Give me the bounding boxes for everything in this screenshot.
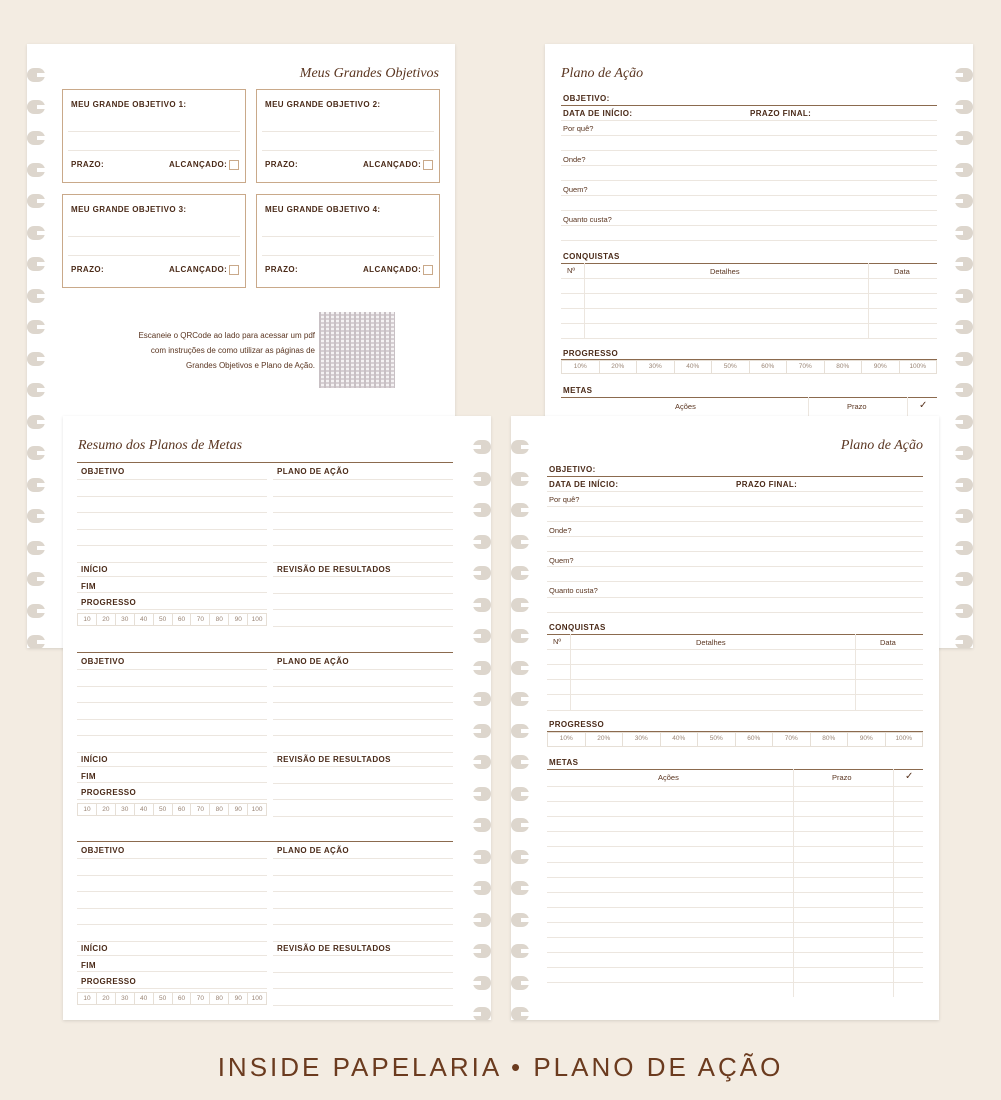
- pct-cell[interactable]: 70%: [772, 733, 810, 746]
- ring-hole: [473, 472, 491, 486]
- qr-instructions: Escaneie o QRCode ao lado para acessar um pdf com instruções de como utilizar as páginas de Grandes Objetivos e Plano de Ação.: [138, 331, 315, 370]
- fim-label: FIM: [81, 772, 96, 781]
- alcancado-label: ALCANÇADO:: [363, 160, 422, 169]
- pct-cell[interactable]: 100%: [899, 361, 937, 373]
- pct-cell[interactable]: 50%: [711, 361, 749, 373]
- ring-hole: [511, 913, 529, 927]
- separator-dot: •: [510, 1052, 524, 1082]
- ring-hole: [511, 566, 529, 580]
- alcancado-checkbox[interactable]: [423, 265, 433, 275]
- num-header: Nº: [553, 637, 562, 646]
- alcancado-label: ALCANÇADO:: [169, 265, 228, 274]
- ring-hole: [511, 661, 529, 675]
- acoes-header: Ações: [675, 402, 696, 411]
- goal-label-2: MEU GRANDE OBJETIVO 2:: [265, 100, 381, 109]
- ring-hole: [27, 320, 45, 334]
- ring-hole: [955, 383, 973, 397]
- pct-cell[interactable]: 30%: [636, 361, 674, 373]
- ring-hole: [473, 535, 491, 549]
- progress-cell[interactable]: 60: [172, 614, 191, 625]
- goal-label-4: MEU GRANDE OBJETIVO 4:: [265, 205, 381, 214]
- progress-cell[interactable]: 30: [115, 804, 134, 815]
- page-title: Plano de Ação: [561, 66, 644, 81]
- data-header: Data: [880, 638, 896, 647]
- progresso-label: PROGRESSO: [81, 788, 137, 797]
- pct-cell[interactable]: 10%: [573, 363, 587, 370]
- por-que-label: Por quê?: [549, 495, 580, 504]
- inicio-label: INÍCIO: [81, 755, 108, 764]
- ring-hole: [473, 503, 491, 517]
- objetivo-label: OBJETIVO:: [549, 465, 596, 474]
- check-header: ✓: [905, 771, 914, 782]
- quem-label: Quem?: [549, 556, 574, 565]
- ring-hole: [511, 724, 529, 738]
- por-que-label: Por quê?: [563, 124, 594, 133]
- quem-label: Quem?: [563, 185, 588, 194]
- onde-label: Onde?: [563, 155, 586, 164]
- alcancado-label: ALCANÇADO:: [169, 160, 228, 169]
- ring-hole: [473, 881, 491, 895]
- plano-de-acao-label: PLANO DE AÇÃO: [277, 846, 350, 855]
- ring-hole: [955, 320, 973, 334]
- ring-hole: [955, 541, 973, 555]
- pct-cell[interactable]: 20%: [599, 361, 637, 373]
- data-inicio-label: DATA DE INÍCIO:: [549, 480, 619, 489]
- pct-cell[interactable]: 60%: [749, 361, 787, 373]
- fim-label: FIM: [81, 961, 96, 970]
- pct-cell[interactable]: 40%: [660, 733, 698, 746]
- ring-hole: [27, 415, 45, 429]
- ring-hole: [27, 257, 45, 271]
- ring-hole: [955, 635, 973, 648]
- ring-hole: [27, 68, 45, 82]
- ring-hole: [511, 629, 529, 643]
- binder-rings: [953, 44, 973, 648]
- progress-cell[interactable]: 50: [153, 614, 172, 625]
- ring-hole: [955, 478, 973, 492]
- progress-cell[interactable]: 50: [153, 993, 172, 1004]
- ring-hole: [473, 692, 491, 706]
- ring-hole: [27, 541, 45, 555]
- progress-cell[interactable]: 80: [209, 614, 228, 625]
- metas-label: METAS: [549, 758, 579, 767]
- progress-cell[interactable]: 70: [190, 993, 209, 1004]
- ring-hole: [955, 257, 973, 271]
- objetivo-label: OBJETIVO: [81, 846, 125, 855]
- ring-hole: [955, 100, 973, 114]
- progress-cell[interactable]: 80: [209, 804, 228, 815]
- ring-hole: [955, 352, 973, 366]
- goal-label-1: MEU GRANDE OBJETIVO 1:: [71, 100, 187, 109]
- progress-cell[interactable]: 100: [247, 804, 266, 815]
- ring-hole: [511, 787, 529, 801]
- page-title: Plano de Ação: [840, 438, 923, 453]
- progress-cell[interactable]: 100: [247, 614, 266, 625]
- ring-hole: [511, 818, 529, 832]
- ring-hole: [511, 440, 529, 454]
- progress-cell[interactable]: 30: [115, 614, 134, 625]
- inicio-label: INÍCIO: [81, 565, 108, 574]
- detalhes-header: Detalhes: [696, 638, 726, 647]
- prazo-label: PRAZO:: [265, 160, 299, 169]
- revisao-resultados-label: REVISÃO DE RESULTADOS: [277, 565, 391, 574]
- progress-cell[interactable]: 60: [172, 993, 191, 1004]
- progresso-label: PROGRESSO: [81, 598, 137, 607]
- ring-hole: [511, 472, 529, 486]
- onde-label: Onde?: [549, 526, 572, 535]
- progress-cell[interactable]: 90: [228, 993, 247, 1004]
- plano-de-acao-label: PLANO DE AÇÃO: [277, 467, 350, 476]
- pct-cell[interactable]: 80%: [824, 361, 862, 373]
- ring-hole: [955, 131, 973, 145]
- ring-hole: [473, 566, 491, 580]
- progress-cell[interactable]: 90: [228, 804, 247, 815]
- ring-hole: [955, 194, 973, 208]
- progress-cell[interactable]: 50: [153, 804, 172, 815]
- brand-name: INSIDE PAPELARIA: [217, 1052, 501, 1082]
- ring-hole: [955, 415, 973, 429]
- ring-hole: [473, 913, 491, 927]
- num-header: Nº: [567, 266, 576, 275]
- progress-scale: [77, 992, 267, 1005]
- ring-hole: [511, 598, 529, 612]
- ring-hole: [511, 692, 529, 706]
- progress-cell[interactable]: 30: [115, 993, 134, 1004]
- pct-cell[interactable]: 60%: [735, 733, 773, 746]
- ring-hole: [473, 976, 491, 990]
- prazo-label: PRAZO:: [71, 160, 105, 169]
- ring-hole: [473, 629, 491, 643]
- detalhes-header: Detalhes: [710, 267, 740, 276]
- quanto-custa-label: Quanto custa?: [549, 586, 598, 595]
- progresso-label: PROGRESSO: [563, 349, 619, 358]
- pct-cell[interactable]: 90%: [847, 733, 885, 746]
- prazo-label: PRAZO:: [71, 265, 105, 274]
- ring-hole: [473, 944, 491, 958]
- ring-hole: [27, 100, 45, 114]
- alcancado-checkbox[interactable]: [229, 265, 239, 275]
- pct-cell[interactable]: 80%: [810, 733, 848, 746]
- alcancado-label: ALCANÇADO:: [363, 265, 422, 274]
- ring-hole: [955, 446, 973, 460]
- ring-hole: [511, 535, 529, 549]
- ring-hole: [27, 289, 45, 303]
- progresso-label: PROGRESSO: [81, 977, 137, 986]
- ring-hole: [955, 68, 973, 82]
- pct-cell[interactable]: 50%: [697, 733, 735, 746]
- footer-subject: PLANO DE AÇÃO: [533, 1052, 784, 1082]
- objetivo-label: OBJETIVO:: [563, 94, 610, 103]
- acoes-header: Ações: [658, 773, 679, 782]
- ring-hole: [511, 1007, 529, 1020]
- ring-hole: [27, 131, 45, 145]
- progress-cell[interactable]: 40: [134, 804, 153, 815]
- ring-hole: [955, 289, 973, 303]
- pct-cell[interactable]: 100%: [885, 733, 923, 746]
- ring-hole: [511, 976, 529, 990]
- progress-cell[interactable]: 10: [83, 616, 91, 623]
- ring-hole: [955, 226, 973, 240]
- ring-hole: [27, 226, 45, 240]
- pct-cell[interactable]: 40%: [674, 361, 712, 373]
- progress-cell[interactable]: 20: [96, 614, 115, 625]
- ring-hole: [473, 440, 491, 454]
- progress-scale: [547, 732, 923, 747]
- ring-hole: [473, 598, 491, 612]
- progresso-label: PROGRESSO: [549, 720, 605, 729]
- pct-cell[interactable]: 90%: [861, 361, 899, 373]
- ring-hole: [27, 635, 45, 648]
- prazo-label: PRAZO:: [265, 265, 299, 274]
- ring-hole: [473, 850, 491, 864]
- ring-hole: [473, 1007, 491, 1020]
- data-header: Data: [894, 267, 910, 276]
- ring-hole: [473, 818, 491, 832]
- quanto-custa-label: Quanto custa?: [563, 215, 612, 224]
- progress-cell[interactable]: 20: [96, 804, 115, 815]
- progress-cell[interactable]: 20: [96, 993, 115, 1004]
- objetivo-label: OBJETIVO: [81, 467, 125, 476]
- inicio-label: INÍCIO: [81, 944, 108, 953]
- prazo-final-label: PRAZO FINAL:: [736, 480, 798, 489]
- data-inicio-label: DATA DE INÍCIO:: [563, 109, 633, 118]
- fim-label: FIM: [81, 582, 96, 591]
- alcancado-checkbox[interactable]: [423, 160, 433, 170]
- ring-hole: [955, 572, 973, 586]
- page-resumo-planos-metas: [63, 416, 491, 1020]
- progress-cell[interactable]: 10: [83, 995, 91, 1002]
- ring-hole: [27, 478, 45, 492]
- footer-caption: [0, 1052, 1001, 1083]
- ring-hole: [27, 604, 45, 618]
- pct-cell[interactable]: 30%: [622, 733, 660, 746]
- progress-cell[interactable]: 80: [209, 993, 228, 1004]
- alcancado-checkbox[interactable]: [229, 160, 239, 170]
- ring-hole: [511, 881, 529, 895]
- conquistas-label: CONQUISTAS: [549, 623, 606, 632]
- progress-cell[interactable]: 70: [190, 804, 209, 815]
- goal-label-3: MEU GRANDE OBJETIVO 3:: [71, 205, 187, 214]
- ring-hole: [511, 503, 529, 517]
- ring-hole: [27, 352, 45, 366]
- page-title: Meus Grandes Objetivos: [299, 66, 439, 81]
- ring-hole: [27, 163, 45, 177]
- ring-hole: [473, 787, 491, 801]
- pct-cell[interactable]: 10%: [559, 735, 573, 742]
- ring-hole: [473, 755, 491, 769]
- pct-cell[interactable]: 70%: [786, 361, 824, 373]
- metas-label: METAS: [563, 386, 593, 395]
- revisao-resultados-label: REVISÃO DE RESULTADOS: [277, 755, 391, 764]
- binder-rings: [471, 416, 491, 1020]
- page-title: Resumo dos Planos de Metas: [78, 438, 243, 453]
- prazo-header: Prazo: [847, 402, 867, 411]
- check-header: ✓: [919, 400, 928, 411]
- page-plano-de-acao-bottom: [511, 416, 939, 1020]
- ring-hole: [511, 944, 529, 958]
- progress-scale: [77, 613, 267, 626]
- progress-cell[interactable]: 60: [172, 804, 191, 815]
- ring-hole: [511, 850, 529, 864]
- qr-code[interactable]: [319, 312, 395, 388]
- ring-hole: [473, 661, 491, 675]
- revisao-resultados-label: REVISÃO DE RESULTADOS: [277, 944, 391, 953]
- progress-cell[interactable]: 10: [83, 806, 91, 813]
- ring-hole: [473, 724, 491, 738]
- ring-hole: [27, 446, 45, 460]
- progress-cell[interactable]: 40: [134, 993, 153, 1004]
- binder-rings: [511, 416, 531, 1020]
- objetivo-label: OBJETIVO: [81, 657, 125, 666]
- ring-hole: [955, 509, 973, 523]
- ring-hole: [955, 604, 973, 618]
- ring-hole: [955, 163, 973, 177]
- progress-scale: [561, 360, 937, 374]
- progress-cell[interactable]: 100: [247, 993, 266, 1004]
- ring-hole: [27, 572, 45, 586]
- progress-cell[interactable]: 90: [228, 614, 247, 625]
- ring-hole: [27, 383, 45, 397]
- prazo-header: Prazo: [832, 773, 852, 782]
- ring-hole: [27, 509, 45, 523]
- progress-scale: [77, 803, 267, 816]
- ring-hole: [511, 755, 529, 769]
- ring-hole: [27, 194, 45, 208]
- binder-rings: [27, 44, 47, 648]
- progress-cell[interactable]: 40: [134, 614, 153, 625]
- conquistas-label: CONQUISTAS: [563, 252, 620, 261]
- plano-de-acao-label: PLANO DE AÇÃO: [277, 657, 350, 666]
- prazo-final-label: PRAZO FINAL:: [750, 109, 812, 118]
- pct-cell[interactable]: 20%: [585, 733, 623, 746]
- progress-cell[interactable]: 70: [190, 614, 209, 625]
